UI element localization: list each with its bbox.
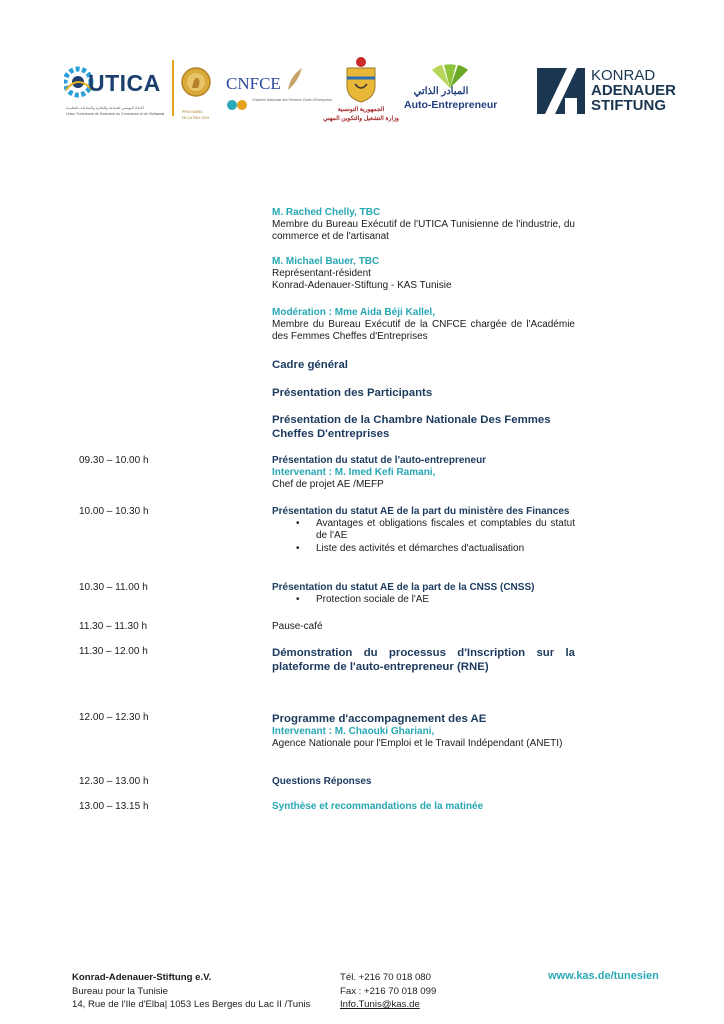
agenda-title: Démonstration du processus d'Inscription sur la plateforme de l'auto-entrepreneur (RNE) <box>272 647 575 674</box>
speaker-name: M. Rached Chelly, TBC <box>272 207 381 218</box>
footer-tel: Tél. +216 70 018 080 <box>340 972 431 983</box>
utica-logo <box>64 64 165 124</box>
utica-subtitle-arabic: الاتحاد التونسي للصناعة والتجارة والصناعات التقليدية <box>66 106 144 110</box>
agenda-bullets <box>296 594 575 606</box>
footer-fax: Fax : +216 70 018 099 <box>340 985 437 997</box>
utica-wordmark: UTICA <box>88 70 161 96</box>
agenda-time: 13.00 – 13.15 h <box>79 801 149 812</box>
speaker-block <box>272 256 575 293</box>
agenda-title: Présentation du statut AE de la part de la CNSS (CNSS) <box>272 582 535 593</box>
agenda-speaker: Intervenant : M. Chaouki Ghariani, <box>272 726 435 738</box>
tunisia-coat-of-arms-icon <box>343 56 379 104</box>
agenda-content <box>272 455 575 492</box>
speaker-role: Membre du Bureau Exécutif de l'UTICA Tunisienne de l'industrie, du commerce et de l'artisanat <box>272 219 575 243</box>
agenda-bullet: • Protection sociale de l'AE <box>296 594 575 606</box>
section-heading: Présentation des Participants <box>272 387 433 399</box>
speaker-name: M. Michael Bauer, TBC <box>272 256 380 267</box>
moderator-role: Membre du Bureau Exécutif de la CNFCE chargée de l'Académie des Femmes Cheffes d'Entreprises <box>272 319 575 343</box>
agenda-time: 10.30 – 11.00 h <box>79 582 148 593</box>
kas-a-mark-icon <box>537 68 585 114</box>
agenda-time: 11.30 – 11.30 h <box>79 621 148 632</box>
kas-logo <box>537 68 697 118</box>
cnfce-leaf-icon <box>284 66 306 92</box>
agenda-time: 09.30 – 10.00 h <box>79 455 149 466</box>
speaker-block <box>272 307 575 344</box>
header-logos <box>0 48 724 138</box>
tunisie-line-1: الجمهورية التونسية <box>337 107 385 113</box>
section-heading: Présentation de la Chambre Nationale Des Femmes Cheffes D'entreprises <box>272 414 551 441</box>
agenda-title: Questions Réponses <box>272 776 372 787</box>
agenda-time: 12.00 – 12.30 h <box>79 712 149 723</box>
section-heading: Cadre général <box>272 359 348 371</box>
agenda-title: Présentation du statut AE de la part du ministère des Finances <box>272 506 570 517</box>
speaker-block <box>272 207 575 244</box>
agenda-title: Présentation du statut de l'auto-entrepreneur <box>272 455 487 466</box>
moderator-name: Modération : Mme Aida Béji Kallel, <box>272 307 435 318</box>
kas-line-3: STIFTUNG <box>591 97 666 114</box>
footer-office: Bureau pour la Tunisie <box>72 985 168 997</box>
kas-line-1: KONRAD <box>591 67 656 84</box>
agenda-content <box>272 506 575 555</box>
footer-address <box>72 971 310 1012</box>
utica-subtitle: Union Tunisienne de l'Industrie du Commerce et de l'Artisanat <box>66 112 165 116</box>
ae-latin-title: Auto-Entrepreneur <box>404 99 498 111</box>
agenda-speaker-role: Chef de projet AE /MEFP <box>272 479 384 491</box>
footer-email-link[interactable]: Info.Tunis@kas.de <box>340 999 420 1011</box>
tunisie-emblem <box>322 56 400 132</box>
agenda-bullets <box>296 518 575 555</box>
agenda-speaker-role: Agence Nationale pour l'Emploi et le Travail Indépendant (ANETI) <box>272 738 563 750</box>
agenda-title: Pause-café <box>272 621 323 632</box>
cnfce-emblem-icon <box>226 98 250 112</box>
agenda-title: Synthèse et recommandations de la matinée <box>272 801 484 812</box>
agenda-content <box>272 712 575 751</box>
agenda-bullet: • Avantages et obligations fiscales et comptables du statut de l'AE <box>296 518 575 542</box>
agenda-speaker: Intervenant : M. Imed Kefi Ramani, <box>272 467 436 479</box>
footer-contact <box>340 971 436 1012</box>
agenda-time: 10.00 – 10.30 h <box>79 506 149 517</box>
speaker-role: Représentant-résident <box>272 268 371 280</box>
footer-org: Konrad-Adenauer-Stiftung e.V. <box>72 972 212 983</box>
agenda-bullet: • Liste des activités et démarches d'actualisation <box>296 543 575 555</box>
nobel-divider <box>172 60 174 116</box>
agenda-content <box>272 582 575 606</box>
agenda-title: Programme d'accompagnement des AE <box>272 713 487 725</box>
cnfce-subtitle: Chambre Nationale des Femmes Chefs d'Entreprises <box>252 98 333 102</box>
agenda-time: 12.30 – 13.00 h <box>79 776 149 787</box>
nobel-caption-2: DE LA PAIX 2015 <box>182 116 210 120</box>
tunisie-line-2: وزارة التشغيل والتكوين المهني <box>323 116 399 122</box>
ae-arabic-title: المبادر الذاتي <box>413 86 469 97</box>
footer-street: 14, Rue de l'Ile d'Elba| 1053 Les Berges du Lac II /Tunis <box>72 999 311 1011</box>
footer-website-link[interactable]: www.kas.de/tunesien <box>548 970 659 982</box>
auto-entrepreneur-logo <box>402 64 526 124</box>
cnfce-logo <box>222 64 333 122</box>
nobel-logo <box>172 58 220 124</box>
speaker-role: Konrad-Adenauer-Stiftung - KAS Tunisie <box>272 280 452 292</box>
kas-line-2: ADENAUER <box>591 82 677 99</box>
cnfce-wordmark: CNFCE <box>226 74 281 93</box>
nobel-medal-icon <box>180 62 212 108</box>
nobel-caption-1: PRIX NOBEL <box>182 110 204 114</box>
agenda-time: 11.30 – 12.00 h <box>79 646 148 657</box>
